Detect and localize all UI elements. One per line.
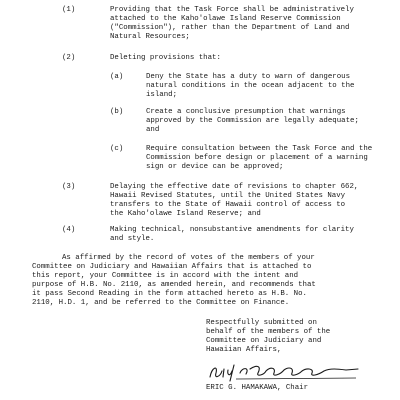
sub-item-letter: (b): [110, 108, 124, 116]
submission-line: Hawaiian Affairs,: [206, 346, 282, 354]
sub-item-line: sign or device can be approved;: [146, 163, 284, 171]
item-line: the Kaho'olawe Island Reserve; and: [110, 210, 261, 218]
sub-item-line: approved by the Commission are legally adequate;: [146, 117, 359, 125]
item-line: Making technical, nonsubstantive amendments for clarity: [110, 226, 354, 234]
paragraph-line: Committee on Judiciary and Hawaiian Affairs that is attached to: [32, 263, 312, 271]
paragraph-line: purpose of H.B. No. 2110, as amended herein, and recommends that: [32, 281, 316, 289]
signer-name: ERIC G. HAMAKAWA, Chair: [206, 384, 309, 392]
sub-item-line: Deny the State has a duty to warn of dangerous: [146, 73, 351, 81]
item-line: Providing that the Task Force shall be administratively: [110, 6, 354, 14]
paragraph-line: this report, your Committee is in accord with the intent and: [32, 272, 299, 280]
sub-item-letter: (a): [110, 73, 124, 81]
item-line: Natural Resources;: [110, 33, 190, 41]
item-line: attached to the Kaho'olawe Island Reserve Commission: [110, 15, 341, 23]
item-line: transfers to the State of Hawaii control of access to: [110, 201, 346, 209]
paragraph-line: it pass Second Reading in the form attached hereto as H.B. No.: [32, 290, 307, 298]
item-number: (4): [62, 226, 76, 234]
item-line: Delaying the effective date of revisions to chapter 662,: [110, 183, 359, 191]
sub-item-letter: (c): [110, 145, 124, 153]
item-number: (1): [62, 6, 76, 14]
signature-image: [206, 361, 366, 383]
item-number: (2): [62, 54, 76, 62]
submission-line: Respectfully submitted on: [206, 319, 317, 327]
sub-item-line: Create a conclusive presumption that warnings: [146, 108, 346, 116]
sub-item-line: and: [146, 126, 160, 134]
item-line: and style.: [110, 235, 155, 243]
item-line: Hawaii Revised Statutes, until the United States Navy: [110, 192, 346, 200]
sub-item-line: island;: [146, 91, 178, 99]
sub-item-line: Require consultation between the Task Force and the: [146, 145, 373, 153]
item-line: Deleting provisions that:: [110, 54, 221, 62]
sub-item-line: natural conditions in the ocean adjacent to the: [146, 82, 355, 90]
submission-line: Committee on Judiciary and: [206, 337, 322, 345]
item-line: ("Commission"), rather than the Department of Land and: [110, 24, 350, 32]
paragraph-line: As affirmed by the record of votes of the members of your: [62, 254, 315, 262]
paragraph-line: 2110, H.D. 1, and be referred to the Committee on Finance.: [32, 299, 290, 307]
submission-line: behalf of the members of the: [206, 328, 331, 336]
item-number: (3): [62, 183, 76, 191]
sub-item-line: Commission before design or placement of a warning: [146, 154, 368, 162]
